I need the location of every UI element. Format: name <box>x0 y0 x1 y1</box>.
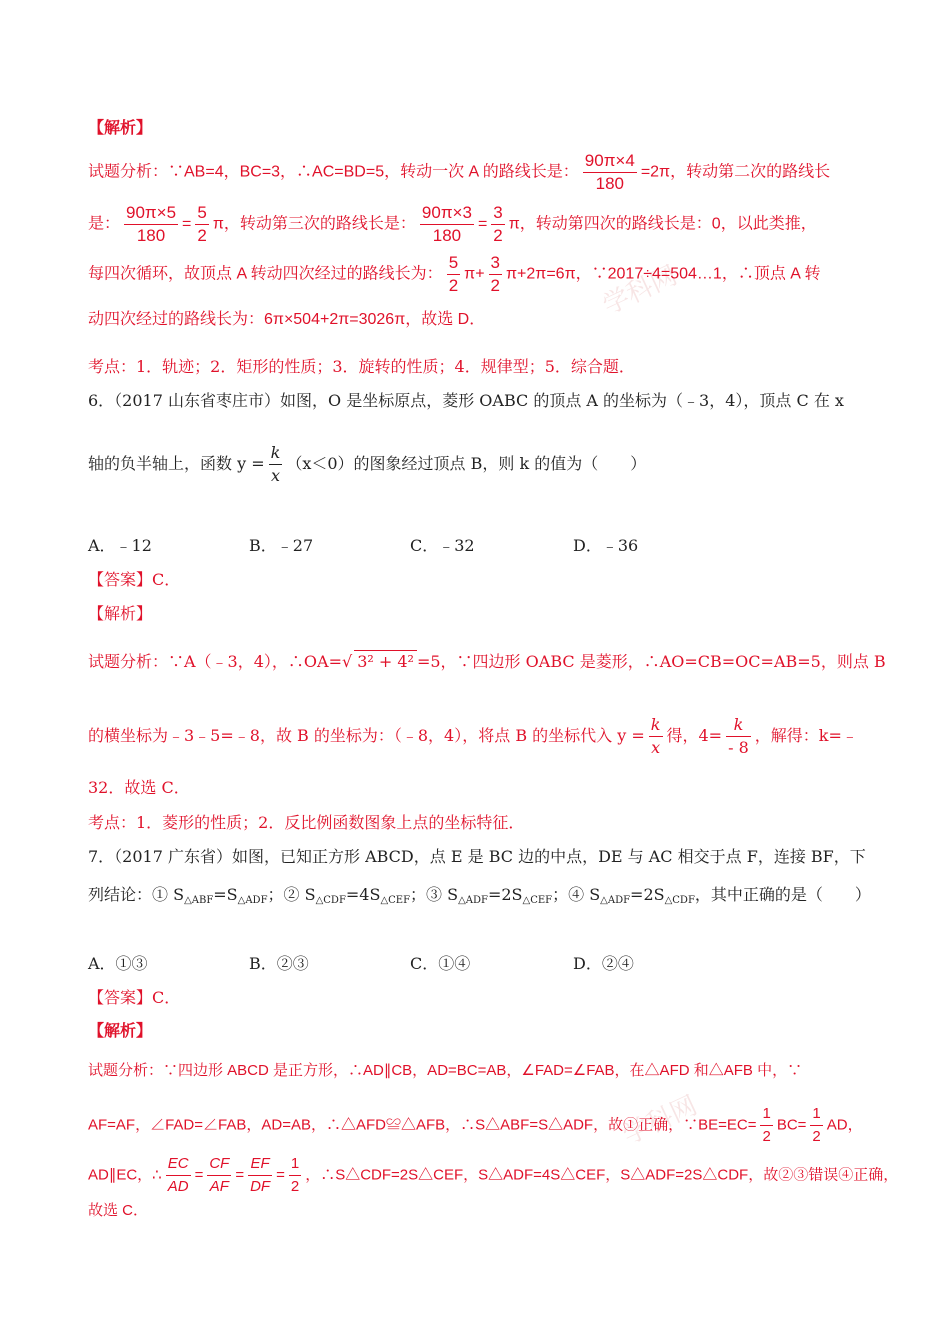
q7-option-c: C．①④ <box>410 954 471 973</box>
fraction: $\frac{k}{x}$ <box>270 443 281 485</box>
fraction: $\frac{k}{- 8}$ <box>728 715 749 757</box>
q6-jiexi-label: 【解析】 <box>88 604 153 623</box>
fraction: $\frac{EC}{AD}$ <box>167 1155 189 1195</box>
fraction: $\frac{k}{x}$ <box>650 715 661 757</box>
fraction: $\frac{5}{2}$ <box>448 253 459 295</box>
q7-option-b: B．②③ <box>249 954 309 973</box>
sqrt-expression: 3² + 4² <box>354 650 417 673</box>
q6-option-d: D．﹣36 <box>573 536 639 555</box>
q5-line-1: 试题分析：∵AB=4，BC=3，∴AC=BD=5，转动一次 A 的路线长是： $\frac{90\pi\times 4}{180}$ =2π，转动第二次的路线长 <box>88 151 831 193</box>
q7-option-a: A．①③ <box>88 954 148 973</box>
q6-option-a: A．﹣12 <box>88 536 152 555</box>
q6-solution-line-2: 的横坐标为﹣3﹣5=﹣8，故 B 的坐标为：（﹣8，4），将点 B 的坐标代入 y = $\frac{k}{x}$ 得，4= $\frac{k}{- 8}$ ，解得：k=﹣ <box>88 715 858 757</box>
watermark: 学科网 <box>597 259 682 320</box>
q6-kaodian: 考点：1．菱形的性质；2．反比例函数图象上点的坐标特征． <box>88 813 525 832</box>
fraction: $\frac{5}{2}$ <box>197 203 207 245</box>
q6-solution-line-3: 32．故选 C． <box>88 778 190 797</box>
q5-jiexi-label: 【解析】 <box>88 120 153 137</box>
q5-line-3: 每四次循环，故顶点 A 转动四次经过的路线长为： $\frac{5}{2}$ π+ $\frac{3}{2}$ π+2π=6π，∵2017÷4=504…1，∴顶点 A 转 <box>88 253 821 295</box>
q6-stem-line-1: 6．（2017 山东省枣庄市）如图，O 是坐标原点，菱形 OABC 的顶点 A 的坐标为（﹣3，4），顶点 C 在 x <box>88 391 844 410</box>
q6-option-b: B．﹣27 <box>249 536 314 555</box>
fraction: $\frac{1}{2}$ <box>812 1105 821 1145</box>
q7-solution-line-3: AD∥EC，∴ $\frac{EC}{AD}$ = $\frac{CF}{AF}$ = $\frac{EF}{DF}$ = $\frac{1}{2}$ ，∴S△CDF=2S△CEF，S△ADF=4S△CEF，S△ADF=2S△CDF，故②③错误④正确， <box>88 1153 880 1198</box>
q6-option-c: C．﹣32 <box>410 536 475 555</box>
q5-kaodian: 考点：1．轨迹；2．矩形的性质；3．旋转的性质；4．规律型；5．综合题． <box>88 357 635 376</box>
fraction: $\frac{3}{2}$ <box>490 253 501 295</box>
q5-line-4: 动四次经过的路线长为：6π×504+2π=3026π，故选 D． <box>88 311 486 328</box>
fraction: $\frac{1}{2}$ <box>290 1155 300 1195</box>
q6-answer: 【答案】C． <box>88 570 181 589</box>
q7-solution-line-4: 故选 C． <box>88 1202 149 1219</box>
q7-jiexi-label: 【解析】 <box>88 1023 153 1040</box>
q7-answer: 【答案】C． <box>88 988 181 1007</box>
q6-solution-line-1: 试题分析：∵A（﹣3，4），∴OA=√ 3² + 4² =5，∵四边形 OABC 是菱形，∴AO=CB=OC=AB=5，则点 B <box>88 652 886 671</box>
fraction: $\frac{90\pi\times 4}{180}$ <box>584 151 635 193</box>
fraction: $\frac{CF}{AF}$ <box>209 1155 230 1195</box>
q6-stem-line-2: 轴的负半轴上，函数 y = $\frac{k}{x}$ （x＜0）的图象经过顶点 B，则 k 的值为（ ） <box>88 443 647 485</box>
q7-solution-line-1: 试题分析：∵四边形 ABCD 是正方形，∴AD∥CB，AD=BC=AB，∠FAD=∠FAB，在△AFD 和△AFB 中，∵ <box>88 1062 803 1079</box>
fraction: $\frac{90\pi\times 3}{180}$ <box>421 203 472 245</box>
q7-option-d: D．②④ <box>573 954 634 973</box>
fraction: $\frac{EF}{DF}$ <box>250 1155 271 1195</box>
q7-stem-line-2: 列结论：① $S_{\triangle ABF}=S_{\triangle ADF}$；② $S_{\triangle CDF}=4S_{\triangle CEF}$；③ $S_{\triangle ADF}=2S_{\triangle CEF}$；④ $S_{\triangle ADF}=2S_{\triangle CDF}$，其中正确的是（ ） <box>88 885 871 906</box>
watermark: 学科网 <box>617 1089 702 1150</box>
fraction: $\frac{90\pi\times 5}{180}$ <box>126 203 177 245</box>
q5-line-2: 是： $\frac{90\pi\times 5}{180}$ = $\frac{5}{2}$ π，转动第三次的路线长是： $\frac{90\pi\times 3}{180}$ = $\frac{3}{2}$ π，转动第四次的路线长是：0，以此类推， <box>88 203 817 245</box>
q7-solution-line-2: AF=AF，∠FAD=∠FAB，AD=AB，∴△AFD≌△AFB，∴S△ABF=S△ADF，故①正确，∵BE=EC= $\frac{1}{2}$ BC= $\frac{1}{2}$ AD， <box>88 1103 880 1148</box>
q7-stem-line-1: 7．（2017 广东省）如图，已知正方形 ABCD，点 E 是 BC 边的中点，DE 与 AC 相交于点 F，连接 BF，下 <box>88 847 866 866</box>
fraction: $\frac{1}{2}$ <box>762 1105 771 1145</box>
fraction: $\frac{3}{2}$ <box>493 203 503 245</box>
